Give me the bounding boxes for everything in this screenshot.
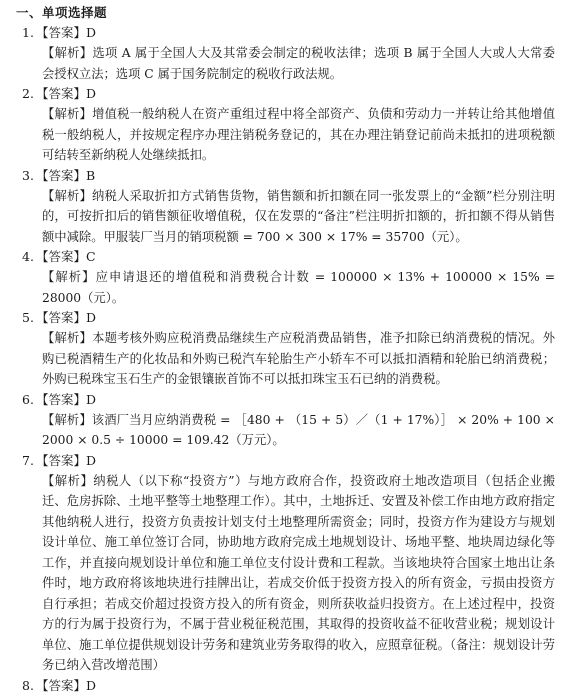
answer-text: 【答案】B xyxy=(36,167,96,183)
answer-line xyxy=(22,676,555,696)
answer-text: 【答案】D xyxy=(36,452,97,468)
question-item-6 xyxy=(16,390,555,451)
question-item-5 xyxy=(16,308,555,390)
answer-text: 【答案】D xyxy=(36,25,97,40)
analysis-text: 【解析】增值税一般纳税人在资产重组过程中将全部资产、负债和劳动力一并转让给其他增值税一般纳税人，并按规定程序办理注销税务登记的，其在办理注销登记前尚未抵扣的进项税额可结转至新纳税人处继续抵扣。 xyxy=(42,107,555,162)
answer-text: 【答案】C xyxy=(36,249,96,264)
question-item-8 xyxy=(16,676,555,696)
question-number: 8. xyxy=(22,677,34,693)
question-item-2 xyxy=(16,84,555,166)
answer-text: 【答案】D xyxy=(36,86,97,101)
question-item-3 xyxy=(16,166,555,248)
question-number: 3. xyxy=(22,167,34,183)
answer-line xyxy=(22,84,555,104)
answer-text: 【答案】D xyxy=(36,391,97,407)
question-number: 4. xyxy=(22,249,34,264)
question-number: 2. xyxy=(22,86,34,101)
analysis-text: 【解析】应申请退还的增值税和消费税合计数 = 100000 × 13% + 100000 × 15% = 28000（元）。 xyxy=(42,270,555,305)
analysis-text: 【解析】纳税人（以下称“投资方”）与地方政府合作，投资政府土地改造项目（包括企业搬迁、危房拆除、土地平整等土地整理工作）。其中，土地拆迁、安置及补偿工作由地方政府指定其他纳税人进行，投资方负责按计划支付土地整理所需资金；同时，投资方作为建设方与规划设计单位、施工单位签订合同，协助地方政府完成土地规划设计、场地平整、地块周边绿化等工作，并直接向规划设计单位和施工单位支付设计费和工程款。当该地块符合国家土地出让条件时，地方政府将该地块进行挂牌出让，若成交价低于投资方投入的所有资金，亏损由投资方自行承担；若成交价超过投资方投入的所有资金，则所获收益归投资方。在上述过程中，投资方的行为属于投资行为，不属于营业税征税范围，其取得的投资收益不征收营业税；规划设计单位、施工单位提供规划设计劳务和建筑业劳务取得的收入，应照章征税。（备注：规划设计劳务已纳入营改增范围） xyxy=(42,473,555,672)
answer-line xyxy=(22,451,555,471)
question-number: 5. xyxy=(22,310,34,325)
analysis-text: 【解析】本题考核外购应税消费品继续生产应税消费品销售，准予扣除已纳消费税的情况。外购已税酒精生产的化妆品和外购已税汽车轮胎生产小轿车不可以抵扣酒精和轮胎已纳消费税；外购已税珠宝玉石生产的金银镶嵌首饰不可以抵扣珠宝玉石已纳的消费税。 xyxy=(42,331,555,386)
answer-line xyxy=(22,247,555,267)
analysis-text: 【解析】该酒厂当月应纳消费税 = ［480 + （15 + 5）／（1 + 17%）］ × 20% + 100 × 2000 × 0.5 ÷ 10000 = 109.42（万元）。 xyxy=(42,412,555,447)
question-number: 1. xyxy=(22,25,34,40)
question-item-1 xyxy=(16,23,555,84)
question-number: 7. xyxy=(22,452,34,468)
answer-line xyxy=(22,308,555,328)
answer-line xyxy=(22,166,555,186)
analysis-text: 【解析】选项 A 属于全国人大及其常委会制定的税收法律；选项 B 属于全国人大或人大常委会授权立法；选项 C 属于国务院制定的税收行政法规。 xyxy=(42,46,555,81)
answer-line xyxy=(22,390,555,410)
analysis-text: 【解析】纳税人采取折扣方式销售货物，销售额和折扣额在同一张发票上的“金额”栏分别注明的，可按折扣后的销售额征收增值税，仅在发票的“备注”栏注明折扣额的，折扣额不得从销售额中减除。甲服装厂当月的销项税额 = 700 × 300 × 17% = 35700（元）。 xyxy=(42,188,555,244)
answer-line xyxy=(22,23,555,43)
question-number: 6. xyxy=(22,391,34,407)
question-item-7 xyxy=(16,451,555,676)
answer-text: 【答案】D xyxy=(36,310,97,325)
answer-text: 【答案】D xyxy=(36,677,97,693)
section-title: 一、单项选择题 xyxy=(16,5,108,20)
question-item-4 xyxy=(16,247,555,308)
